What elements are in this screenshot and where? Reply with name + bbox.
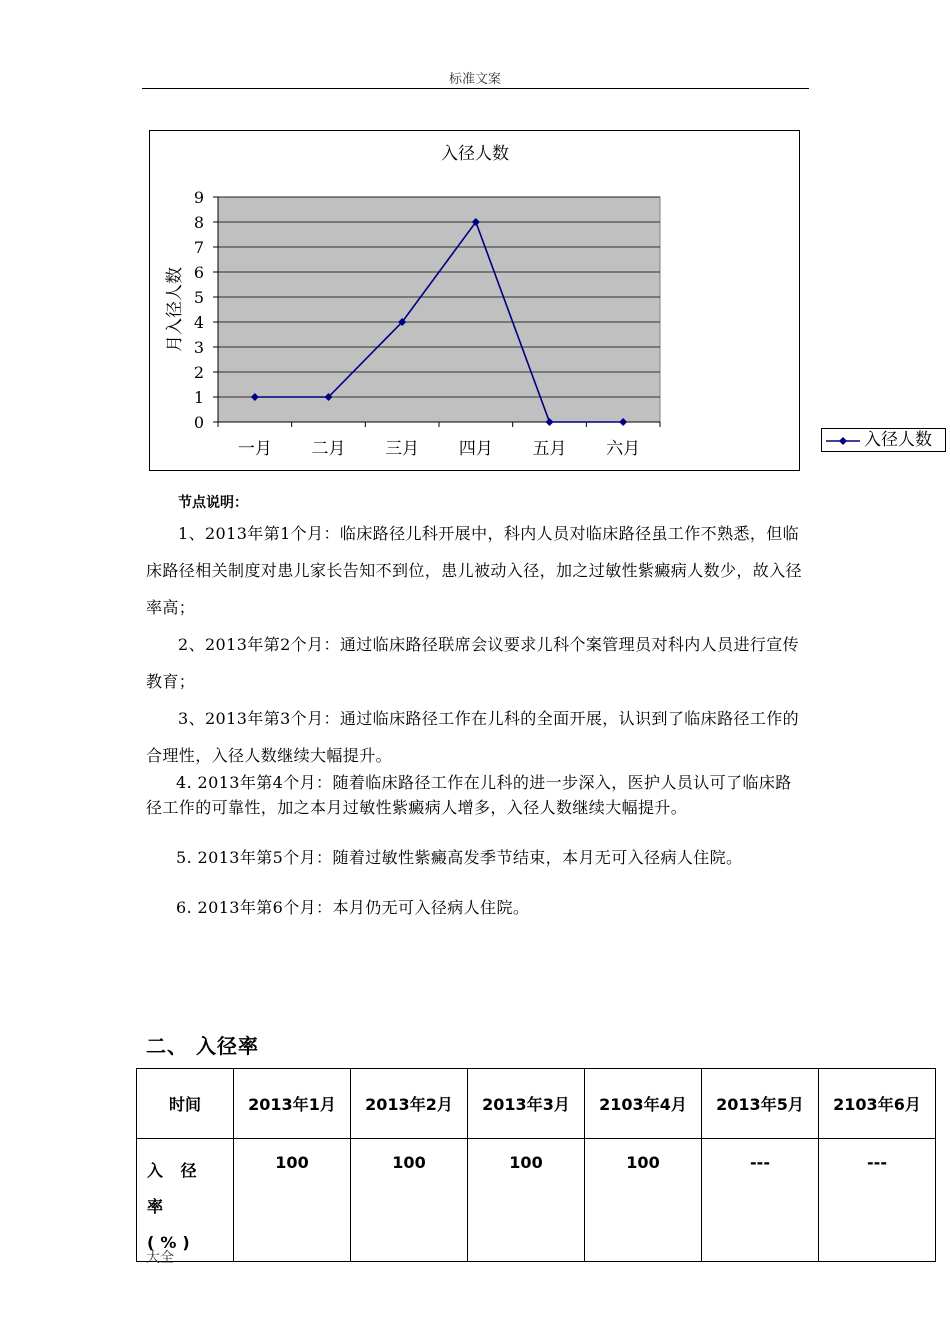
value-cell: --- (702, 1139, 819, 1262)
month-cell: 2103年6月 (819, 1069, 936, 1139)
y-tick-label: 1 (193, 388, 204, 407)
legend-line-marker (826, 433, 862, 449)
y-tick-label: 7 (193, 238, 204, 257)
month-cell: 2013年2月 (351, 1069, 468, 1139)
row-label-rate (137, 1139, 234, 1262)
value-cell: 100 (234, 1139, 351, 1262)
y-axis-label: 月入径人数 (165, 267, 185, 352)
y-tick-label: 5 (193, 288, 204, 307)
chart-title: 入径人数 (441, 144, 509, 164)
month-cell: 2103年4月 (585, 1069, 702, 1139)
month-cell: 2013年1月 (234, 1069, 351, 1139)
x-tick-label: 三月 (385, 439, 420, 459)
y-tick-label: 2 (193, 363, 204, 382)
admission-rate-table (136, 1068, 936, 1262)
x-tick-label: 二月 (311, 439, 346, 459)
note-1: 1、2013年第1个月：临床路径儿科开展中，科内人员对临床路径虽工作不熟悉，但临床路径相关制度对患儿家长告知不到位，患儿被动入径，加之过敏性紫癜病人数少，故入径率高； (146, 524, 803, 617)
header-rule (142, 88, 809, 89)
section-heading: 二、 入径率 (146, 1034, 259, 1058)
month-cell: 2013年3月 (468, 1069, 585, 1139)
chart-legend (821, 428, 946, 452)
line-chart (149, 130, 932, 471)
note-3: 3、2013年第3个月：通过临床路径工作在儿科的全面开展，认识到了临床路径工作的合理性，入径人数继续大幅提升。 (146, 709, 800, 765)
row-label-line2: (%) (147, 1233, 196, 1252)
note-4: 4. 2013年第4个月：随着临床路径工作在儿科的进一步深入，医护人员认可了临床路径工作的可靠性，加之本月过敏性紫癜病人增多，入径人数继续大幅提升。 (146, 773, 792, 817)
y-tick-label: 4 (193, 313, 204, 332)
month-cell: 2013年5月 (702, 1069, 819, 1139)
y-tick-label: 0 (193, 413, 204, 432)
y-tick-label: 6 (193, 263, 204, 282)
x-tick-label: 一月 (237, 439, 272, 459)
table-header-row (137, 1069, 936, 1139)
page-header: 标准文案 (448, 72, 501, 87)
legend-label: 入径人数 (864, 430, 932, 450)
note-2: 2、2013年第2个月：通过临床路径联席会议要求儿科个案管理员对科内人员进行宣传教育； (146, 635, 800, 691)
chart-canvas (150, 131, 801, 472)
x-tick-label: 五月 (532, 439, 567, 459)
x-tick-label: 六月 (606, 439, 641, 459)
table-row (137, 1139, 936, 1262)
value-cell: --- (819, 1139, 936, 1262)
x-tick-label: 四月 (458, 439, 493, 459)
row-label-line1: 入 径 率 (147, 1161, 203, 1216)
value-cell: 100 (468, 1139, 585, 1262)
value-cell: 100 (585, 1139, 702, 1262)
note-5: 5. 2013年第5个月：随着过敏性紫癜高发季节结束，本月无可入径病人住院。 (176, 848, 743, 867)
y-tick-label: 3 (193, 338, 204, 357)
page-footer: 大全 (146, 1250, 174, 1266)
plot-area (218, 197, 660, 422)
header-cell-time: 时间 (137, 1069, 234, 1139)
note-6: 6. 2013年第6个月：本月仍无可入径病人住院。 (176, 898, 530, 917)
y-tick-label: 9 (193, 188, 204, 207)
value-cell: 100 (351, 1139, 468, 1262)
notes-title: 节点说明： (178, 495, 248, 511)
y-tick-label: 8 (193, 213, 204, 232)
